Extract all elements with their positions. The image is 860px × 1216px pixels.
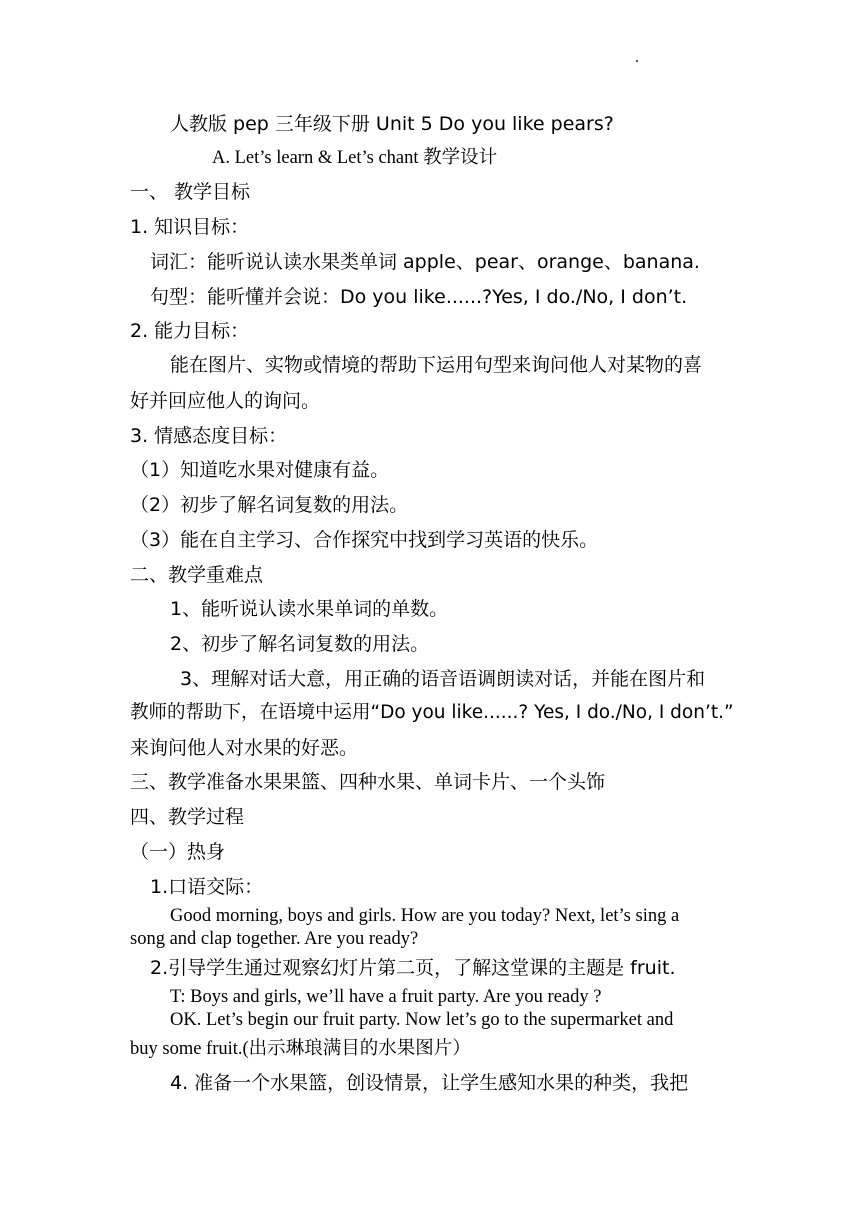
- step1-text-2: song and clap together. Are you ready?: [130, 929, 419, 949]
- step2-text-3: buy some fruit.(出示琳琅满目的水果图片）: [130, 1039, 471, 1059]
- objective-pattern: 句型：能听懂并会说：Do you like......?Yes, I do./No, I don’t.: [150, 286, 688, 308]
- emotion-item-2: （2）初步了解名词复数的用法。: [130, 494, 409, 516]
- section-heading-process: 四、教学过程: [130, 806, 245, 828]
- section-heading-preparation: 三、教学准备水果果篮、四种水果、单词卡片、一个头饰: [130, 771, 606, 793]
- keypoint-2: 2、初步了解名词复数的用法。: [170, 633, 430, 655]
- doc-subtitle: A. Let’s learn & Let’s chant 教学设计: [212, 148, 498, 168]
- objective-vocab: 词汇：能听说认读水果类单词 apple、pear、orange、banana.: [150, 251, 700, 273]
- ability-text-2: 好并回应他人的询问。: [130, 390, 321, 412]
- keypoint-3-line1: 3、理解对话大意，用正确的语音语调朗读对话，并能在图片和: [180, 668, 706, 690]
- doc-title: 人教版 pep 三年级下册 Unit 5 Do you like pears?: [170, 113, 614, 135]
- section-heading-keypoints: 二、教学重难点: [130, 564, 264, 586]
- keypoint-1: 1、能听说认读水果单词的单数。: [170, 598, 449, 620]
- process-warmup: （一）热身: [130, 841, 226, 863]
- step2-text-2: OK. Let’s begin our fruit party. Now let’s go to the supermarket and: [170, 1010, 674, 1030]
- emotion-item-1: （1）知道吃水果对健康有益。: [130, 459, 390, 481]
- keypoint-3-line3: 来询问他人对水果的好恶。: [130, 737, 359, 759]
- keypoint-3-line2: 教师的帮助下，在语境中运用“Do you like......? Yes, I do./No, I don’t.”: [130, 702, 734, 723]
- ability-text-1: 能在图片、实物或情境的帮助下运用句型来询问他人对某物的喜: [170, 354, 703, 376]
- process-step-1: 1.口语交际：: [150, 876, 264, 898]
- objective-knowledge: 1. 知识目标：: [130, 216, 250, 238]
- process-step-4: 4. 准备一个水果篮，创设情景，让学生感知水果的种类，我把: [170, 1072, 689, 1094]
- step1-text-1: Good morning, boys and girls. How are you today? Next, let’s sing a: [170, 906, 680, 926]
- process-step-2: 2.引导学生通过观察幻灯片第二页，了解这堂课的主题是 fruit.: [150, 957, 676, 979]
- emotion-item-3: （3）能在自主学习、合作探究中找到学习英语的快乐。: [130, 529, 599, 551]
- objective-ability: 2. 能力目标：: [130, 320, 250, 342]
- objective-emotion: 3. 情感态度目标：: [130, 425, 288, 447]
- step2-teacher-line: T: Boys and girls, we’ll have a fruit party. Are you ready ?: [170, 987, 602, 1007]
- scan-dot: [636, 60, 638, 62]
- section-heading-objectives: 一、 教学目标: [130, 181, 251, 203]
